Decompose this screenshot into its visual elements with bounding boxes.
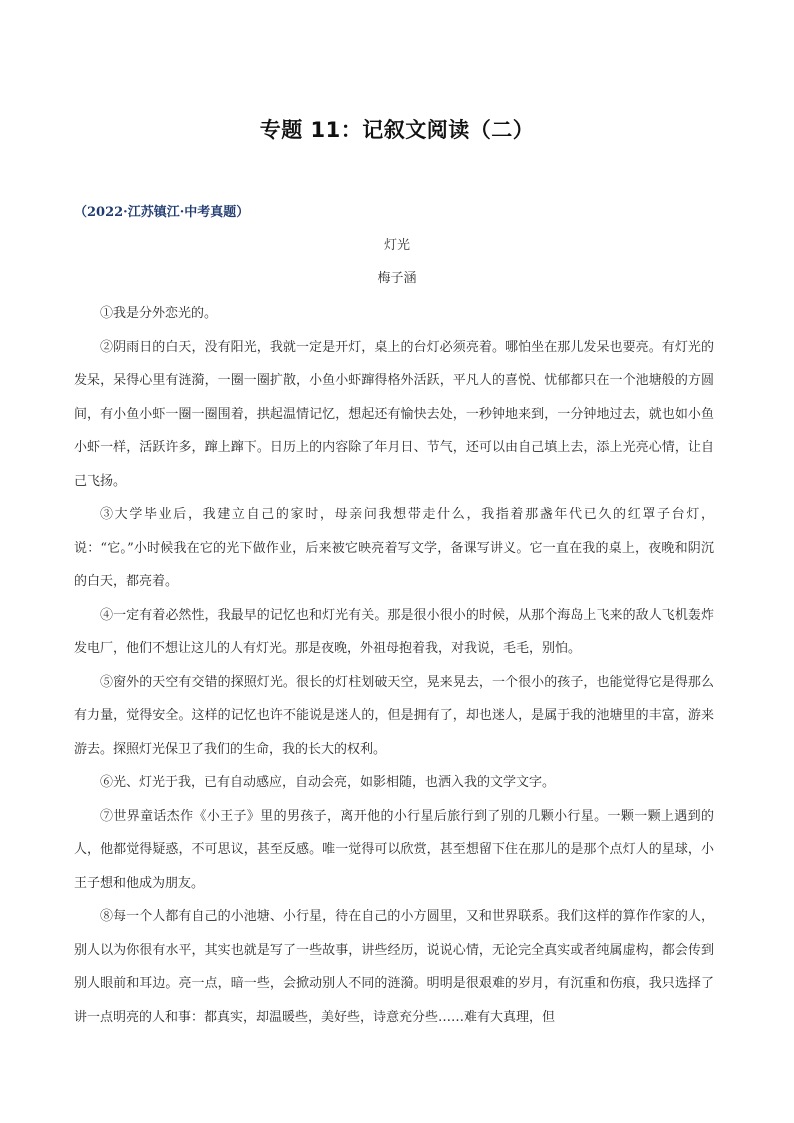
- exam-source: （2022·江苏镇江·中考真题）: [74, 205, 250, 220]
- paragraph: ①我是分外恋光的。: [100, 306, 218, 321]
- article-body: [74, 297, 714, 1034]
- page-title: 专题 11：记叙文阅读（二）: [259, 118, 535, 142]
- paragraph: ⑦世界童话杰作《小王子》里的男孩子，离开他的小行星后旅行到了别的几颗小行星。一颗一颗上遇到的人，他都觉得疑惑，不可思议，甚至反感。唯一觉得可以欣赏，甚至想留下住在那儿的是那个点灯人的星球，小王子想和他成为朋友。: [74, 808, 714, 891]
- paragraph: ⑥光、灯光于我，已有自动感应，自动会亮，如影相随，也洒入我的文学文字。: [100, 775, 556, 790]
- paragraph: ③大学毕业后，我建立自己的家时，母亲问我想带走什么，我指着那盏年代已久的红罩子台灯，说：“它。”小时候我在它的光下做作业，后来被它映亮着写文学，备课写讲义。它一直在我的桌上，夜晚和阴沉的白天，都亮着。: [74, 507, 714, 589]
- article-author: 梅子涵: [377, 271, 417, 286]
- paragraph: ⑧每一个人都有自己的小池塘、小行星，待在自己的小方圆里，又和世界联系。我们这样的算作作家的人，别人以为你很有水平，其实也就是写了一些故事，讲些经历，说说心情，无论完全真实或者纯属虚构，都会传到别人眼前和耳边。亮一点，暗一些，会掀动别人不同的涟漪。明明是很艰难的岁月，有沉重和伤痕，我只选择了讲一点明亮的人和事：都真实，却温暖些，美好些，诗意充分些……难有大真理，但: [74, 909, 714, 1025]
- paragraph: ④一定有着必然性，我最早的记忆也和灯光有关。那是很小很小的时候，从那个海岛上飞来的敌人飞机轰炸发电厂，他们不想让这儿的人有灯光。那是夜晚，外祖母抱着我，对我说，毛毛，别怕。: [74, 607, 714, 656]
- paragraph: ②阴雨日的白天，没有阳光，我就一定是开灯，桌上的台灯必须亮着。哪怕坐在那儿发呆也要亮。有灯光的发呆，呆得心里有涟漪，一圈一圈扩散，小鱼小虾蹿得格外活跃，平凡人的喜悦、忧郁都只在一个池塘般的方圆间，有小鱼小虾一圈一圈围着，拱起温情记忆，想起还有愉快去处，一秒钟地来到，一分钟地过去，就也如小鱼小虾一样，活跃许多，蹿上蹿下。日历上的内容除了年月日、节气，还可以由自己填上去，添上光亮心情，让自己飞扬。: [74, 339, 714, 489]
- article-title: 灯光: [383, 238, 410, 253]
- paragraph: ⑤窗外的天空有交错的探照灯光。很长的灯柱划破天空，晃来晃去，一个很小的孩子，也能觉得它是得那么有力量，觉得安全。这样的记忆也许不能说是迷人的，但是拥有了，却也迷人，是属于我的池塘里的丰富，游来游去。探照灯光保卫了我们的生命，我的长大的权利。: [74, 674, 714, 757]
